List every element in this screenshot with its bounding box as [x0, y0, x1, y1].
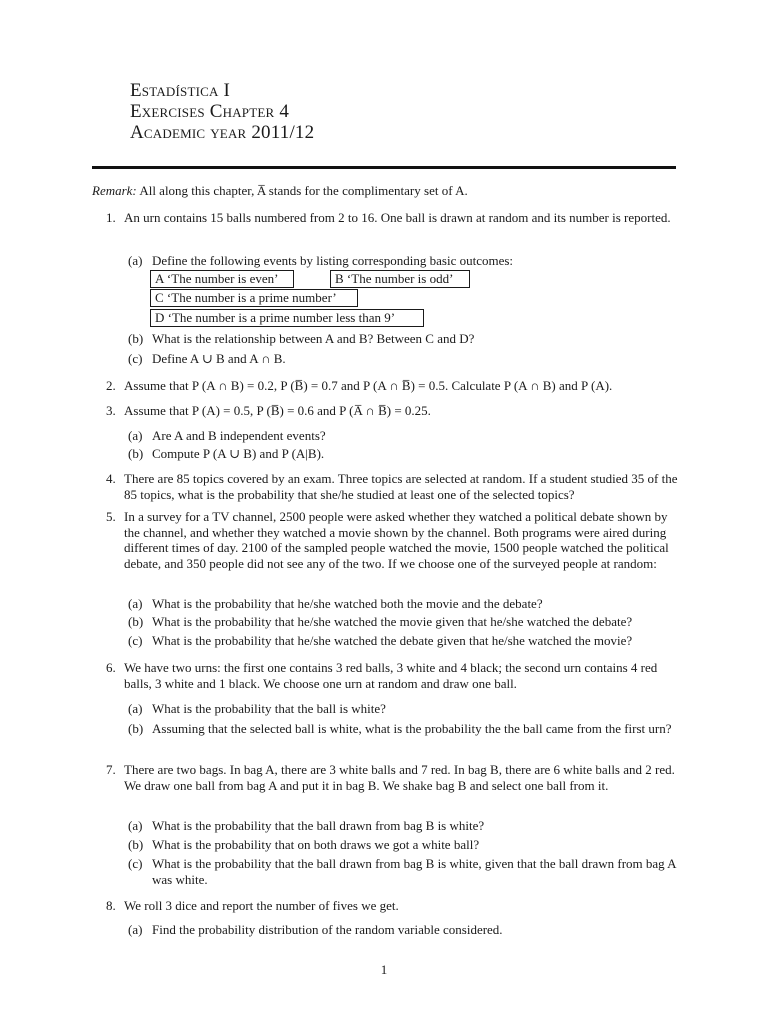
event-box-a: A ‘The number is even’	[150, 270, 294, 288]
document-title: Exercises Chapter 4	[130, 101, 290, 122]
exercise-5b-label: (b)	[128, 614, 144, 629]
exercise-5a-text: What is the probability that he/she watched both the movie and the debate?	[152, 596, 543, 611]
exercise-1a-label: (a)	[128, 253, 143, 268]
exercise-3-text: Assume that P (A) = 0.5, P (B̅) = 0.6 and P (A̅ ∩ B̅) = 0.25.	[124, 403, 431, 418]
exercise-5-text: In a survey for a TV channel, 2500 people were asked whether they watched a political debate shown by the channel, and whether they watched a movie shown by the channel. Both programs were aired during different times of day. 2100 of the sampled people watched the movie, 1500 people watched the political debate, and 350 people did not see any of the two. If we choose one of the surveyed people at random:	[124, 509, 669, 571]
exercise-6-text: We have two urns: the first one contains 3 red balls, 3 white and 4 black; the second urn contains 4 red balls, 3 white and 1 black. We choose one urn at random and draw one ball.	[124, 660, 658, 691]
exercise-6-number: 6.	[106, 660, 116, 675]
event-box-b: B ‘The number is odd’	[330, 270, 470, 288]
document-header	[130, 80, 314, 143]
remark-label: Remark:	[92, 183, 137, 198]
exercise-1c-text: Define A ∪ B and A ∩ B.	[152, 351, 286, 366]
exercise-7-number: 7.	[106, 762, 116, 777]
page-number: 1	[380, 962, 388, 977]
remark-text: All along this chapter, A̅ stands for the complimentary set of A.	[139, 183, 468, 198]
exercise-3b-text: Compute P (A ∪ B) and P (A|B).	[152, 446, 325, 461]
exercise-3a-text: Are A and B independent events?	[152, 428, 326, 443]
exercise-8a-text: Find the probability distribution of the random variable considered.	[152, 922, 503, 937]
exercise-1c-label: (c)	[128, 351, 143, 366]
course-title: Estadística I	[130, 80, 231, 101]
exercise-5a-label: (a)	[128, 596, 143, 611]
exercise-7c-text: What is the probability that the ball drawn from bag B is white, given that the ball drawn from bag A was white.	[152, 856, 676, 887]
exercise-7b-text: What is the probability that on both draws we got a white ball?	[152, 837, 480, 852]
exercise-7c-label: (c)	[128, 856, 143, 871]
header-rule	[92, 166, 676, 169]
exercise-3b-label: (b)	[128, 446, 144, 461]
exercise-4-number: 4.	[106, 471, 116, 486]
exercise-1b-text: What is the relationship between A and B? Between C and D?	[152, 331, 475, 346]
exercise-8-number: 8.	[106, 898, 116, 913]
exercise-6b-label: (b)	[128, 721, 144, 736]
exercise-5-number: 5.	[106, 509, 116, 524]
exercise-2-text: Assume that P (A ∩ B) = 0.2, P (B̅) = 0.7 and P (A ∩ B̅) = 0.5. Calculate P (A ∩ B) and P (A).	[124, 378, 613, 393]
exercise-5c-text: What is the probability that he/she watched the debate given that he/she watched the movie?	[152, 633, 633, 648]
exercise-4-text: There are 85 topics covered by an exam. Three topics are selected at random. If a student studied 35 of the 85 topics, what is the probability that she/he studied at least one of the selected topics?	[124, 471, 678, 502]
exercise-1-text: An urn contains 15 balls numbered from 2 to 16. One ball is drawn at random and its number is reported.	[124, 210, 671, 225]
exercise-7a-text: What is the probability that the ball drawn from bag B is white?	[152, 818, 485, 833]
exercise-6b-text: Assuming that the selected ball is white, what is the probability the the ball came from the first urn?	[152, 721, 672, 736]
exercise-1b-label: (b)	[128, 331, 144, 346]
academic-year: Academic year 2011/12	[130, 122, 315, 143]
exercise-8a-label: (a)	[128, 922, 143, 937]
exercise-7-text: There are two bags. In bag A, there are 3 white balls and 7 red. In bag B, there are 6 white balls and 2 red. We draw one ball from bag A and put it in bag B. We shake bag B and select one ball from it.	[124, 762, 675, 793]
exercise-5b-text: What is the probability that he/she watched the movie given that he/she watched the debate?	[152, 614, 633, 629]
exercise-5c-label: (c)	[128, 633, 143, 648]
exercise-6a-text: What is the probability that the ball is white?	[152, 701, 386, 716]
exercise-8-text: We roll 3 dice and report the number of fives we get.	[124, 898, 399, 913]
exercise-3a-label: (a)	[128, 428, 143, 443]
exercise-3-number: 3.	[106, 403, 116, 418]
event-box-d: D ‘The number is a prime number less than 9’	[150, 309, 424, 327]
event-box-c: C ‘The number is a prime number’	[150, 289, 358, 307]
exercise-2-number: 2.	[106, 378, 116, 393]
exercise-6a-label: (a)	[128, 701, 143, 716]
exercise-7a-label: (a)	[128, 818, 143, 833]
remark	[92, 183, 468, 199]
exercise-1a-text: Define the following events by listing corresponding basic outcomes:	[152, 253, 514, 268]
exercise-7b-label: (b)	[128, 837, 144, 852]
exercise-1-number: 1.	[106, 210, 116, 225]
